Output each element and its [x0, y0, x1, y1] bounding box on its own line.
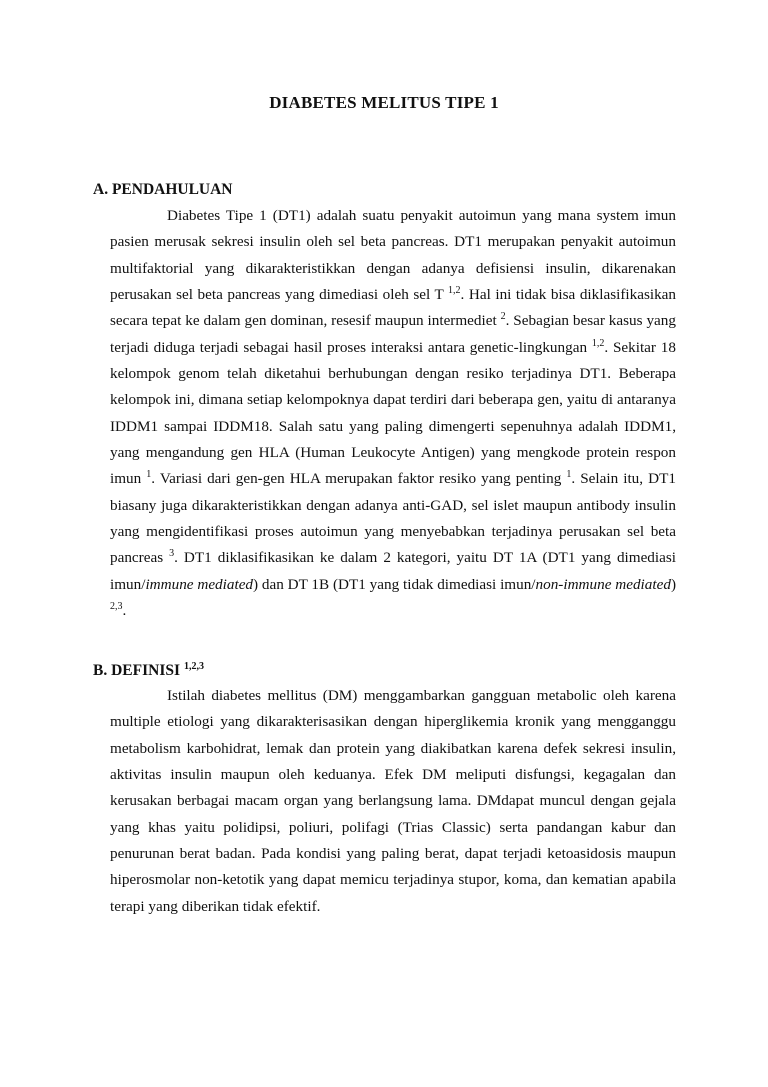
section-heading-text: B. DEFINISI	[93, 662, 180, 679]
paragraph-text: . Selain itu, DT1 biasany juga dikarakteristikkan dengan adanya anti-GAD, sel islet maupun antibody insulin yang mengidentifikasi proses autoimun yang menyebabkan terjadinya perusakan sel beta pancreas	[110, 470, 676, 567]
section-heading-pendahuluan	[93, 181, 233, 199]
paragraph-text: .	[122, 602, 127, 620]
section-heading-text: A. PENDAHULUAN	[93, 181, 233, 198]
paragraph-definisi	[110, 683, 676, 920]
italic-term: immune mediated	[145, 575, 254, 593]
citation-ref: 1,2	[448, 285, 461, 297]
citation-ref: 3	[169, 548, 175, 560]
paragraph-text: Istilah diabetes mellitus (DM) menggambarkan gangguan metabolic oleh karena multiple etiologi yang dikarakterisasikan dengan hiperglikemia kronik yang mengganggu metabolism karbohidrat, lemak dan protein yang diakibatkan karena defek sekresi insulin, aktivitas insulin maupun oleh keduanya. Efek DM meliputi disfungsi, kegagalan dan kerusakan berbagai macam organ yang berlangsung lama. DMdapat muncul dengan gejala yang khas yaitu polidipsi, poliuri, polifagi (Trias Classic) serta pandangan kabur dan penurunan berat badan. Pada kondisi yang paling berat, dapat terjadi ketoasidosis maupun hiperosmolar non-ketotik yang dapat memicu terjadinya stupor, koma, dan kematian apabila terapi yang diberikan tidak efektif.	[110, 687, 676, 915]
paragraph-text: . DT1 diklasifikasikan ke dalam 2 kategori, yaitu DT 1A (DT1 yang dimediasi imun/	[110, 549, 676, 593]
section-heading-definisi	[93, 661, 204, 680]
paragraph-text: ) dan DT 1B (DT1 yang tidak dimediasi imun/	[253, 575, 536, 593]
paragraph-text: . Variasi dari gen-gen HLA merupakan faktor resiko yang penting	[151, 470, 567, 488]
paragraph-pendahuluan	[110, 203, 676, 625]
paragraph-text: . Sebagian besar kasus yang terjadi diduga terjadi sebagai hasil proses interaksi antara genetic-lingkungan	[110, 312, 676, 356]
citation-ref: 2,3	[110, 601, 123, 613]
citation-ref: 1,2,3	[184, 661, 204, 672]
citation-ref: 1,2	[591, 337, 605, 349]
citation-ref: 1	[566, 469, 572, 481]
paragraph-text: . Hal ini tidak bisa diklasifikasikan secara tepat ke dalam gen dominan, resesif maupun intermediet	[110, 286, 677, 330]
citation-ref: 2	[500, 311, 506, 323]
paragraph-text: . Sekitar 18 kelompok genom telah diketahui berhubungan dengan resiko terjadinya DT1. Beberapa kelompok ini, dimana setiap kelompoknya dapat terdiri dari beberapa gen, yaitu di antaranya IDDM1 sampai IDDM18. Salah satu yang paling dimengerti sepenuhnya adalah IDDM1, yang mengandung gen HLA (Human Leukocyte Antigen) yang mengkode protein respon imun	[110, 338, 676, 488]
italic-term: non-immune mediated	[535, 575, 671, 593]
paragraph-text: Diabetes Tipe 1 (DT1) adalah suatu penyakit autoimun yang mana system imun pasien merusak sekresi insulin oleh sel beta pancreas. DT1 merupakan penyakit autoimun multifaktorial yang dikarakteristikkan dengan adanya defisiensi insulin, dikarenakan perusakan sel beta pancreas yang dimediasi oleh sel T	[110, 207, 676, 304]
document-title: DIABETES MELITUS TIPE 1	[269, 93, 499, 112]
citation-ref: 1	[146, 469, 152, 481]
paragraph-text: )	[670, 575, 676, 593]
